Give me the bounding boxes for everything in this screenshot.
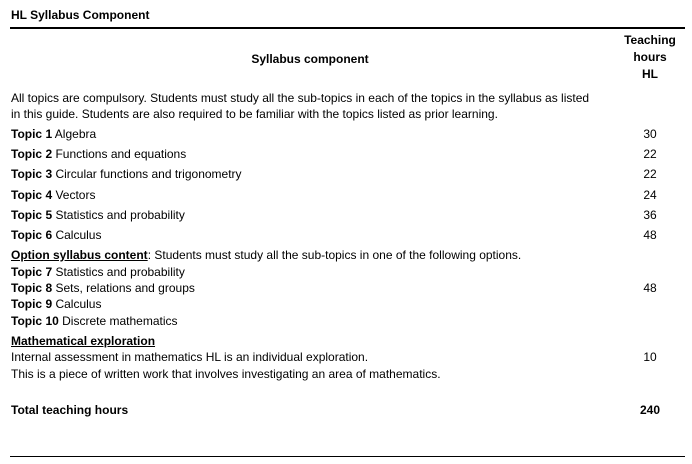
topic-name: Circular functions and trigonometry: [52, 167, 242, 181]
topic-label: Topic 10: [11, 314, 59, 328]
topic-label: Topic 5: [11, 208, 53, 222]
topic-label: Topic 8: [11, 281, 53, 295]
topic-row: [11, 167, 242, 181]
hours-header-line1: Teaching: [624, 33, 676, 47]
document-title: HL Syllabus Component: [11, 8, 150, 22]
total-hours: 240: [639, 403, 661, 417]
hours-header-line2: hours: [633, 50, 667, 64]
option-hours: 48: [643, 281, 657, 295]
topic-row: [11, 208, 185, 222]
topic-name: Statistics and probability: [52, 208, 185, 222]
topic-label: Topic 4: [11, 188, 53, 202]
exploration-hours: 10: [643, 350, 657, 364]
intro-line-2: in this guide. Students are also required to be familiar with the topics listed as prior learning.: [11, 107, 498, 121]
exploration-line-1: Internal assessment in mathematics HL is an individual exploration.: [11, 350, 369, 364]
bottom-rule: [10, 456, 685, 457]
topic-hours: 24: [643, 188, 657, 202]
option-topic-row: [11, 265, 185, 279]
topic-hours: 22: [643, 167, 657, 181]
topic-name: Functions and equations: [52, 147, 187, 161]
topic-name: Calculus: [52, 228, 102, 242]
topic-row: [11, 127, 96, 141]
hours-header-line3: HL: [642, 67, 658, 81]
option-text: : Students must study all the sub-topics in one of the following options.: [147, 248, 522, 262]
topic-name: Discrete mathematics: [58, 314, 178, 328]
topic-name: Calculus: [52, 297, 102, 311]
topic-label: Topic 3: [11, 167, 53, 181]
option-topic-row: [11, 314, 178, 328]
topic-row: [11, 228, 101, 242]
topic-label: Topic 1: [11, 127, 53, 141]
topic-label: Topic 7: [11, 265, 53, 279]
topic-label: Topic 6: [11, 228, 53, 242]
option-topic-row: [11, 281, 195, 295]
topic-hours: 30: [643, 127, 657, 141]
option-heading: Option syllabus content: [11, 248, 148, 262]
option-heading-row: [11, 248, 521, 262]
teaching-hours-header: [615, 32, 685, 83]
option-topic-row: [11, 297, 101, 311]
syllabus-component-header: Syllabus component: [251, 52, 369, 66]
topic-label: Topic 2: [11, 147, 53, 161]
total-label: Total teaching hours: [11, 403, 129, 417]
topic-hours: 22: [643, 147, 657, 161]
topic-name: Vectors: [52, 188, 96, 202]
topic-name: Statistics and probability: [52, 265, 185, 279]
topic-name: Algebra: [52, 127, 97, 141]
topic-hours: 36: [643, 208, 657, 222]
topic-row: [11, 147, 186, 161]
exploration-line-2: This is a piece of written work that involves investigating an area of mathematics.: [11, 367, 441, 381]
exploration-heading: Mathematical exploration: [11, 334, 156, 348]
topic-label: Topic 9: [11, 297, 53, 311]
intro-line-1: All topics are compulsory. Students must study all the sub-topics in each of the topics in the syllabus as listed: [11, 91, 590, 105]
intro-paragraph: [11, 90, 589, 122]
topic-hours: 48: [643, 228, 657, 242]
top-rule: [10, 27, 685, 29]
topic-row: [11, 188, 95, 202]
topic-name: Sets, relations and groups: [52, 281, 195, 295]
